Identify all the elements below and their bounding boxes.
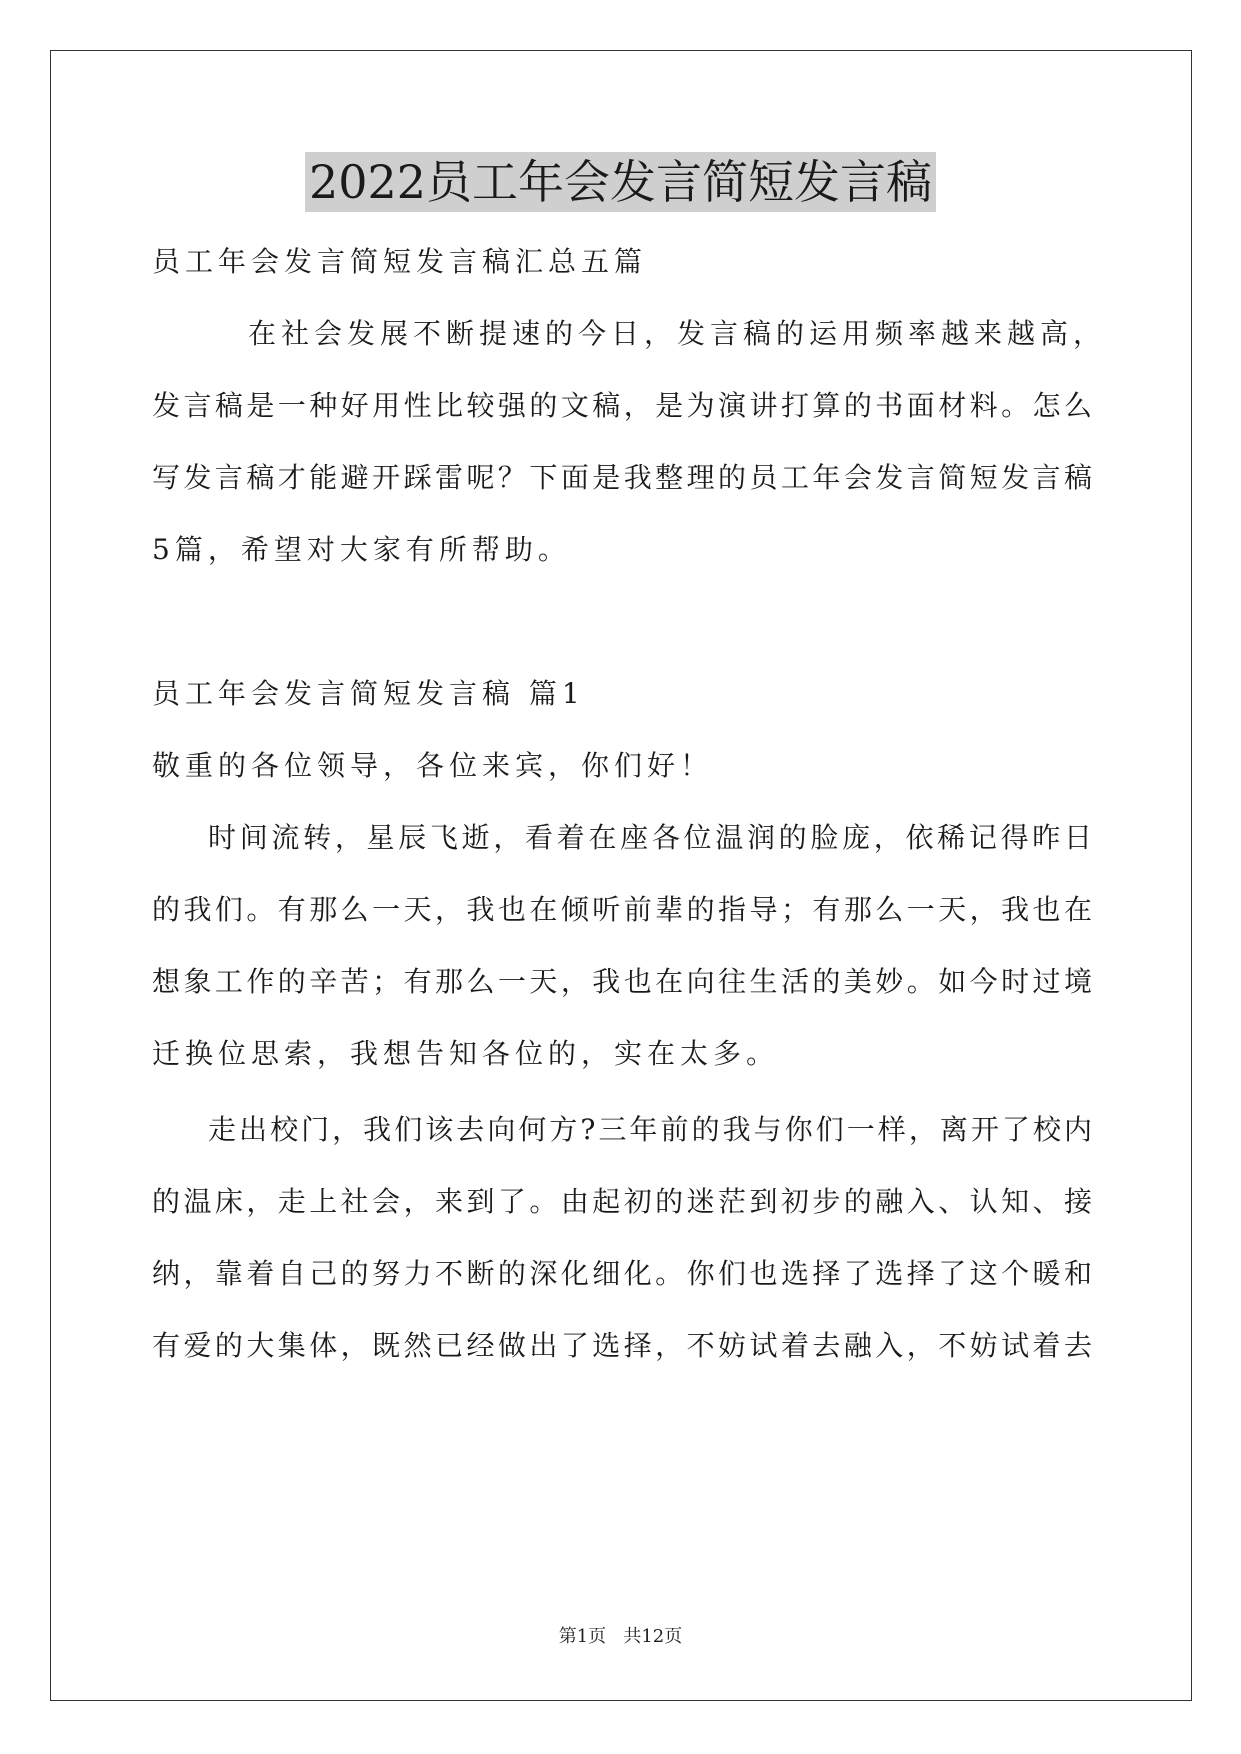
document-subtitle: 员工年会发言简短发言稿汇总五篇	[152, 245, 648, 278]
greeting-line: 敬重的各位领导，各位来宾，你们好！	[152, 749, 714, 782]
paragraph2-line-1: 走出校门，我们该去向何方?三年前的我与你们一样，离开了校内	[208, 1113, 1092, 1146]
intro-line-2: 发言稿是一种好用性比较强的文稿，是为演讲打算的书面材料。怎么	[152, 389, 1092, 422]
section-heading: 员工年会发言简短发言稿 篇1	[152, 677, 585, 710]
paragraph2-line-3: 纳，靠着自己的努力不断的深化细化。你们也选择了选择了这个暖和	[152, 1257, 1092, 1290]
page-number-footer: 第1页 共12页	[558, 1626, 683, 1647]
paragraph1-line-1: 时间流转，星辰飞逝，看着在座各位温润的脸庞，依稀记得昨日	[208, 821, 1092, 854]
intro-line-3: 写发言稿才能避开踩雷呢？下面是我整理的员工年会发言简短发言稿	[152, 461, 1092, 494]
paragraph2-line-2: 的温床，走上社会，来到了。由起初的迷茫到初步的融入、认知、接	[152, 1185, 1092, 1218]
page-border	[50, 50, 1192, 1701]
intro-line-4: 5篇，希望对大家有所帮助。	[152, 533, 571, 566]
intro-line-1: 在社会发展不断提速的今日，发言稿的运用频率越来越高，	[248, 317, 1107, 350]
title-block	[0, 152, 1241, 212]
document-title: 2022员工年会发言简短发言稿	[305, 152, 936, 212]
paragraph1-line-2: 的我们。有那么一天，我也在倾听前辈的指导；有那么一天，我也在	[152, 893, 1092, 926]
paragraph2-line-4: 有爱的大集体，既然已经做出了选择，不妨试着去融入，不妨试着去	[152, 1329, 1092, 1362]
paragraph1-line-3: 想象工作的辛苦；有那么一天，我也在向往生活的美妙。如今时过境	[152, 965, 1092, 998]
paragraph1-line-4: 迁换位思索，我想告知各位的，实在太多。	[152, 1037, 780, 1070]
